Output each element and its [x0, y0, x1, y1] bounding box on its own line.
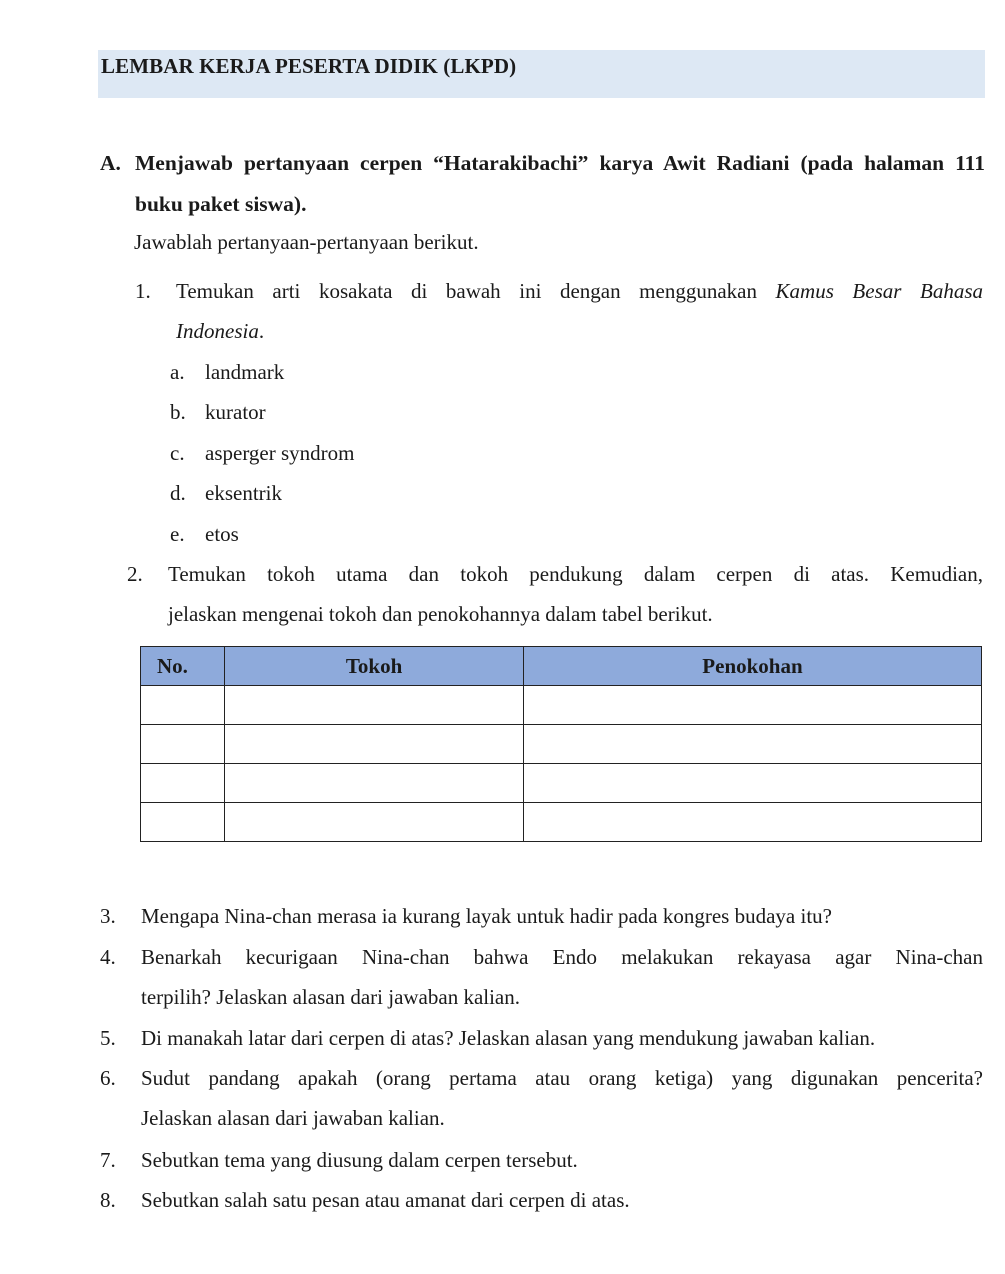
- header-no: No.: [141, 647, 225, 686]
- question-8-number: 8.: [100, 1188, 116, 1212]
- table-row: [141, 764, 982, 803]
- table-header-row: [141, 647, 982, 686]
- question-6: [100, 1058, 983, 1138]
- section-a-instruction: Jawablah pertanyaan-pertanyaan berikut.: [134, 230, 479, 254]
- question-4-line-1: Benarkah kecurigaan Nina-chan bahwa Endo melakukan rekayasa agar Nina-chan: [141, 945, 983, 969]
- table-cell-penokohan[interactable]: [523, 764, 981, 803]
- question-8-line-1: Sebutkan salah satu pesan atau amanat dari cerpen di atas.: [141, 1188, 630, 1212]
- vocab-item-c: [170, 433, 355, 473]
- table-cell-no[interactable]: [141, 725, 225, 764]
- question-5-line-1: Di manakah latar dari cerpen di atas? Jelaskan alasan yang mendukung jawaban kalian.: [141, 1026, 876, 1050]
- question-5-number: 5.: [100, 1026, 116, 1050]
- question-5: [100, 1018, 983, 1058]
- question-1-italic-term: Kamus Besar Bahasa: [775, 279, 983, 303]
- table-cell-no[interactable]: [141, 686, 225, 725]
- question-2-line-1: Temukan tokoh utama dan tokoh pendukung dalam cerpen di atas. Kemudian,: [168, 562, 983, 586]
- table-cell-no[interactable]: [141, 803, 225, 842]
- question-6-line-1: Sudut pandang apakah (orang pertama atau orang ketiga) yang digunakan pencerita?: [141, 1066, 983, 1090]
- table-cell-penokohan[interactable]: [523, 686, 981, 725]
- character-table: [140, 646, 982, 842]
- question-3: [100, 896, 983, 936]
- question-1-italic-term-end: Indonesia: [176, 319, 259, 343]
- question-6-number: 6.: [100, 1066, 116, 1090]
- question-1-text: Temukan arti kosakata di bawah ini dengan menggunakan: [176, 279, 757, 303]
- vocab-item-d: [170, 473, 282, 513]
- vocab-item-letter: b.: [170, 400, 186, 424]
- question-7-line-1: Sebutkan tema yang diusung dalam cerpen tersebut.: [141, 1148, 578, 1172]
- question-3-number: 3.: [100, 904, 116, 928]
- worksheet-title: LEMBAR KERJA PESERTA DIDIK (LKPD): [101, 54, 517, 78]
- vocab-item-letter: e.: [170, 522, 185, 546]
- vocab-item-e: [170, 514, 239, 554]
- table-row: [141, 686, 982, 725]
- question-1-line-1: [176, 271, 983, 311]
- vocab-item-text: eksentrik: [205, 481, 282, 505]
- table-cell-tokoh[interactable]: [225, 803, 524, 842]
- question-8: [100, 1180, 983, 1220]
- question-1: [135, 271, 983, 351]
- table-row: [141, 725, 982, 764]
- table-cell-tokoh[interactable]: [225, 686, 524, 725]
- question-7: [100, 1140, 983, 1180]
- question-1-number: 1.: [135, 279, 151, 303]
- vocab-item-text: asperger syndrom: [205, 441, 355, 465]
- question-3-line-1: Mengapa Nina-chan merasa ia kurang layak untuk hadir pada kongres budaya itu?: [141, 904, 832, 928]
- question-4: [100, 937, 983, 1017]
- vocab-item-text: kurator: [205, 400, 266, 424]
- title-banner: [98, 50, 985, 98]
- question-1-line-2: [176, 311, 983, 351]
- table-cell-tokoh[interactable]: [225, 764, 524, 803]
- header-penokohan: Penokohan: [523, 647, 981, 686]
- question-1-period: .: [258, 319, 265, 343]
- question-6-line-2: Jelaskan alasan dari jawaban kalian.: [141, 1106, 445, 1130]
- question-4-line-2: terpilih? Jelaskan alasan dari jawaban kalian.: [141, 985, 521, 1009]
- question-4-number: 4.: [100, 945, 116, 969]
- question-2-line-2: jelaskan mengenai tokoh dan penokohannya dalam tabel berikut.: [168, 602, 713, 626]
- table-cell-no[interactable]: [141, 764, 225, 803]
- vocab-item-a: [170, 352, 284, 392]
- section-a-letter: A.: [100, 151, 121, 175]
- vocab-item-text: etos: [205, 522, 239, 546]
- table-cell-penokohan[interactable]: [523, 725, 981, 764]
- table-cell-tokoh[interactable]: [225, 725, 524, 764]
- vocab-item-b: [170, 392, 266, 432]
- vocab-item-letter: c.: [170, 441, 185, 465]
- section-a-heading: [100, 143, 985, 225]
- table-row: [141, 803, 982, 842]
- question-2: [127, 554, 983, 634]
- vocab-item-letter: a.: [170, 360, 185, 384]
- question-7-number: 7.: [100, 1148, 116, 1172]
- section-a-heading-text: Menjawab pertanyaan cerpen “Hatarakibachi” karya Awit Radiani (pada halaman 111 buku paket siswa).: [135, 151, 985, 216]
- table-cell-penokohan[interactable]: [523, 803, 981, 842]
- vocab-item-letter: d.: [170, 481, 186, 505]
- header-tokoh: Tokoh: [225, 647, 524, 686]
- vocab-item-text: landmark: [205, 360, 285, 384]
- question-2-number: 2.: [127, 562, 143, 586]
